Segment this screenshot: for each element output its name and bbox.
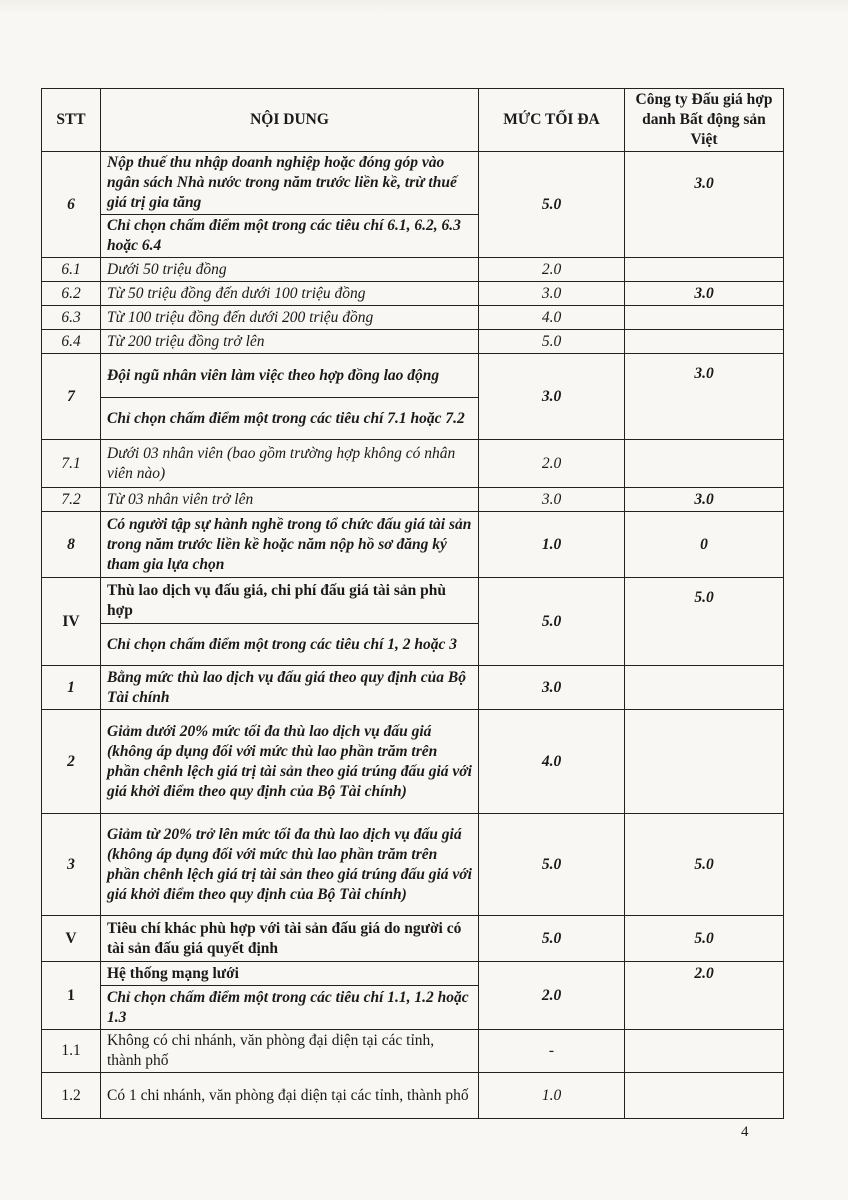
max-score-cell: 3.0 [479,488,625,512]
content-cell: Có 1 chi nhánh, văn phòng đại diện tại các tỉnh, thành phố [101,1073,479,1119]
header-max: MỨC TỐI ĐA [479,89,625,152]
company-score-cell: 5.0 [625,578,784,666]
stt-cell: 7 [42,354,101,440]
content-cell: Thù lao dịch vụ đấu giá, chi phí đấu giá tài sản phù hợp [101,578,479,624]
content-cell: Bằng mức thù lao dịch vụ đấu giá theo quy định của Bộ Tài chính [101,666,479,710]
content-cell: Từ 03 nhân viên trở lên [101,488,479,512]
table-row [42,306,784,330]
content-cell: Tiêu chí khác phù hợp với tài sản đấu giá do người có tài sản đấu giá quyết định [101,916,479,962]
stt-cell: 1 [42,962,101,1030]
max-score-cell: 5.0 [479,578,625,666]
content-cell: Dưới 50 triệu đồng [101,258,479,282]
max-score-cell: 5.0 [479,814,625,916]
header-company: Công ty Đấu giá hợp danh Bất động sản Việt [625,89,784,152]
content-cell: Có người tập sự hành nghề trong tổ chức đấu giá tài sản trong năm trước liền kề hoặc năm nộp hồ sơ đăng ký tham gia lựa chọn [101,512,479,578]
company-score-cell [625,1073,784,1119]
stt-cell: V [42,916,101,962]
table-row [42,440,784,488]
company-score-cell: 0 [625,512,784,578]
content-cell: Nộp thuế thu nhập doanh nghiệp hoặc đóng góp vào ngân sách Nhà nước trong năm trước liền kề, trừ thuế giá trị gia tăng [101,152,479,215]
table-row [42,512,784,578]
stt-cell: 1.2 [42,1073,101,1119]
stt-cell: 7.1 [42,440,101,488]
company-score-cell: 5.0 [625,814,784,916]
company-score-cell: 3.0 [625,488,784,512]
scoring-table [41,88,784,1119]
stt-cell: 1 [42,666,101,710]
content-cell: Giảm từ 20% trở lên mức tối đa thù lao dịch vụ đấu giá (không áp dụng đối với mức thù lao phần trăm trên phần chênh lệch giá trị tài sản theo giá trúng đấu giá với giá khởi điểm theo quy định của Bộ Tài chính) [101,814,479,916]
content-cell: Hệ thống mạng lưới [101,962,479,986]
max-score-cell: 4.0 [479,710,625,814]
max-score-cell: 3.0 [479,666,625,710]
company-score-cell: 3.0 [625,354,784,440]
table-row [42,258,784,282]
max-score-cell: 1.0 [479,1073,625,1119]
header-stt: STT [42,89,101,152]
table-row [42,916,784,962]
stt-cell: 6 [42,152,101,258]
content-note-cell: Chỉ chọn chấm điểm một trong các tiêu chí 6.1, 6.2, 6.3 hoặc 6.4 [101,215,479,258]
table-row [42,710,784,814]
content-note-cell: Chỉ chọn chấm điểm một trong các tiêu chí 1, 2 hoặc 3 [101,624,479,666]
content-cell: Giảm dưới 20% mức tối đa thù lao dịch vụ đấu giá (không áp dụng đối với mức thù lao phần trăm trên phần chênh lệch giá trị tài sản theo giá trúng đấu giá với giá khởi điểm theo quy định của Bộ Tài chính) [101,710,479,814]
max-score-cell: 5.0 [479,330,625,354]
table-row [42,814,784,916]
stt-cell: 2 [42,710,101,814]
company-score-cell: 3.0 [625,152,784,258]
max-score-cell: - [479,1030,625,1073]
content-cell: Từ 100 triệu đồng đến dưới 200 triệu đồng [101,306,479,330]
stt-cell: 6.1 [42,258,101,282]
company-score-cell [625,1030,784,1073]
max-score-cell: 3.0 [479,282,625,306]
table-row [42,962,784,986]
content-cell: Không có chi nhánh, văn phòng đại diện tại các tỉnh, thành phố [101,1030,479,1073]
stt-cell: 6.2 [42,282,101,306]
table-row [42,1030,784,1073]
table-row [42,354,784,398]
stt-cell: 7.2 [42,488,101,512]
stt-cell: 6.3 [42,306,101,330]
max-score-cell: 4.0 [479,306,625,330]
max-score-cell: 2.0 [479,440,625,488]
content-cell: Đội ngũ nhân viên làm việc theo hợp đồng lao động [101,354,479,398]
company-score-cell [625,330,784,354]
stt-cell: IV [42,578,101,666]
max-score-cell: 5.0 [479,916,625,962]
stt-cell: 6.4 [42,330,101,354]
stt-cell: 3 [42,814,101,916]
content-note-cell: Chỉ chọn chấm điểm một trong các tiêu chí 7.1 hoặc 7.2 [101,398,479,440]
table-row [42,1073,784,1119]
max-score-cell: 2.0 [479,962,625,1030]
table-row [42,282,784,306]
company-score-cell [625,440,784,488]
table-row [42,330,784,354]
company-score-cell: 3.0 [625,282,784,306]
max-score-cell: 1.0 [479,512,625,578]
max-score-cell: 3.0 [479,354,625,440]
company-score-cell [625,710,784,814]
content-cell: Từ 50 triệu đồng đến dưới 100 triệu đồng [101,282,479,306]
table-row [42,666,784,710]
stt-cell: 8 [42,512,101,578]
company-score-cell: 2.0 [625,962,784,1030]
company-score-cell [625,306,784,330]
stt-cell: 1.1 [42,1030,101,1073]
table-header-row [42,89,784,152]
company-score-cell [625,258,784,282]
content-note-cell: Chỉ chọn chấm điểm một trong các tiêu chí 1.1, 1.2 hoặc 1.3 [101,986,479,1030]
content-cell: Từ 200 triệu đồng trở lên [101,330,479,354]
content-cell: Dưới 03 nhân viên (bao gồm trường hợp không có nhân viên nào) [101,440,479,488]
company-score-cell [625,666,784,710]
table-row [42,578,784,624]
max-score-cell: 5.0 [479,152,625,258]
max-score-cell: 2.0 [479,258,625,282]
table-row [42,152,784,215]
page-number: 4 [741,1124,749,1140]
table-row [42,488,784,512]
header-content: NỘI DUNG [101,89,479,152]
company-score-cell: 5.0 [625,916,784,962]
